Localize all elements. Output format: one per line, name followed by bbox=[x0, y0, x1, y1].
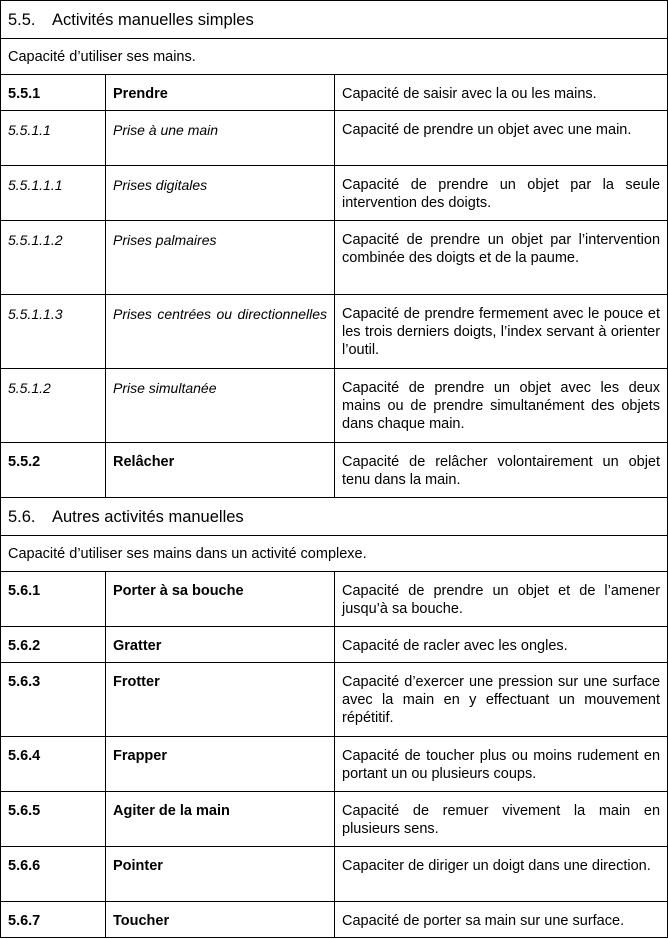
item-code: 5.6.1 bbox=[1, 572, 106, 627]
section-description-row bbox=[1, 536, 668, 572]
table-row bbox=[1, 847, 668, 902]
table-row bbox=[1, 166, 668, 221]
section-title-cell bbox=[1, 498, 668, 536]
section-header bbox=[1, 1, 668, 39]
item-code: 5.6.5 bbox=[1, 792, 106, 847]
table-row bbox=[1, 902, 668, 938]
item-definition: Capacité de prendre fermement avec le pouce et les trois derniers doigts, l’index servant à orienter l’outil. bbox=[335, 295, 668, 369]
table-row bbox=[1, 572, 668, 627]
item-code: 5.5.1.1 bbox=[1, 111, 106, 166]
table-row bbox=[1, 663, 668, 737]
table-row bbox=[1, 737, 668, 792]
item-definition: Capacité de toucher plus ou moins rudement en portant un ou plusieurs coups. bbox=[335, 737, 668, 792]
item-code: 5.6.4 bbox=[1, 737, 106, 792]
table-row bbox=[1, 221, 668, 295]
item-name: Pointer bbox=[106, 847, 335, 902]
section-description: Capacité d’utiliser ses mains dans un activité complexe. bbox=[1, 536, 668, 572]
section-description: Capacité d’utiliser ses mains. bbox=[1, 39, 668, 75]
item-name: Toucher bbox=[106, 902, 335, 938]
section-title: Autres activités manuelles bbox=[52, 507, 244, 526]
item-code: 5.6.3 bbox=[1, 663, 106, 737]
item-definition: Capacité de relâcher volontairement un objet tenu dans la main. bbox=[335, 443, 668, 498]
item-definition: Capacité de racler avec les ongles. bbox=[335, 627, 668, 663]
item-definition: Capacité de saisir avec la ou les mains. bbox=[335, 75, 668, 111]
item-name: Prises digitales bbox=[106, 166, 335, 221]
item-code: 5.5.1.1.1 bbox=[1, 166, 106, 221]
item-definition: Capacité de prendre un objet par l’intervention combinée des doigts et de la paume. bbox=[335, 221, 668, 295]
section-number: 5.5. bbox=[8, 10, 36, 29]
item-name: Frotter bbox=[106, 663, 335, 737]
table-row bbox=[1, 627, 668, 663]
item-name: Prise à une main bbox=[106, 111, 335, 166]
section-header bbox=[1, 498, 668, 536]
table-row bbox=[1, 369, 668, 443]
table-row bbox=[1, 792, 668, 847]
item-definition: Capacité de prendre un objet avec une main. bbox=[335, 111, 668, 166]
item-name: Prises palmaires bbox=[106, 221, 335, 295]
item-code: 5.5.1.1.3 bbox=[1, 295, 106, 369]
item-name: Prendre bbox=[106, 75, 335, 111]
item-code: 5.6.7 bbox=[1, 902, 106, 938]
item-name: Prise simultanée bbox=[106, 369, 335, 443]
item-code: 5.5.1 bbox=[1, 75, 106, 111]
item-name: Relâcher bbox=[106, 443, 335, 498]
item-code: 5.5.1.2 bbox=[1, 369, 106, 443]
table-row bbox=[1, 443, 668, 498]
item-definition: Capacité de remuer vivement la main en plusieurs sens. bbox=[335, 792, 668, 847]
item-code: 5.6.6 bbox=[1, 847, 106, 902]
item-code: 5.6.2 bbox=[1, 627, 106, 663]
item-definition: Capacité d’exercer une pression sur une surface avec la main en y effectuant un mouvement répétitif. bbox=[335, 663, 668, 737]
item-definition: Capacité de prendre un objet par la seule intervention des doigts. bbox=[335, 166, 668, 221]
item-definition: Capacité de prendre un objet avec les deux mains ou de prendre simultanément des objets dans chaque main. bbox=[335, 369, 668, 443]
item-name: Agiter de la main bbox=[106, 792, 335, 847]
item-name: Prises centrées ou directionnelles bbox=[106, 295, 335, 369]
item-definition: Capaciter de diriger un doigt dans une direction. bbox=[335, 847, 668, 902]
table-row bbox=[1, 75, 668, 111]
item-code: 5.5.2 bbox=[1, 443, 106, 498]
section-title-cell bbox=[1, 1, 668, 39]
item-definition: Capacité de prendre un objet et de l’amener jusqu’à sa bouche. bbox=[335, 572, 668, 627]
table-row bbox=[1, 111, 668, 166]
item-definition: Capacité de porter sa main sur une surface. bbox=[335, 902, 668, 938]
section-description-row bbox=[1, 39, 668, 75]
item-name: Porter à sa bouche bbox=[106, 572, 335, 627]
item-code: 5.5.1.1.2 bbox=[1, 221, 106, 295]
section-title: Activités manuelles simples bbox=[52, 10, 254, 29]
section-number: 5.6. bbox=[8, 507, 36, 526]
table-row bbox=[1, 295, 668, 369]
item-name: Gratter bbox=[106, 627, 335, 663]
item-name: Frapper bbox=[106, 737, 335, 792]
